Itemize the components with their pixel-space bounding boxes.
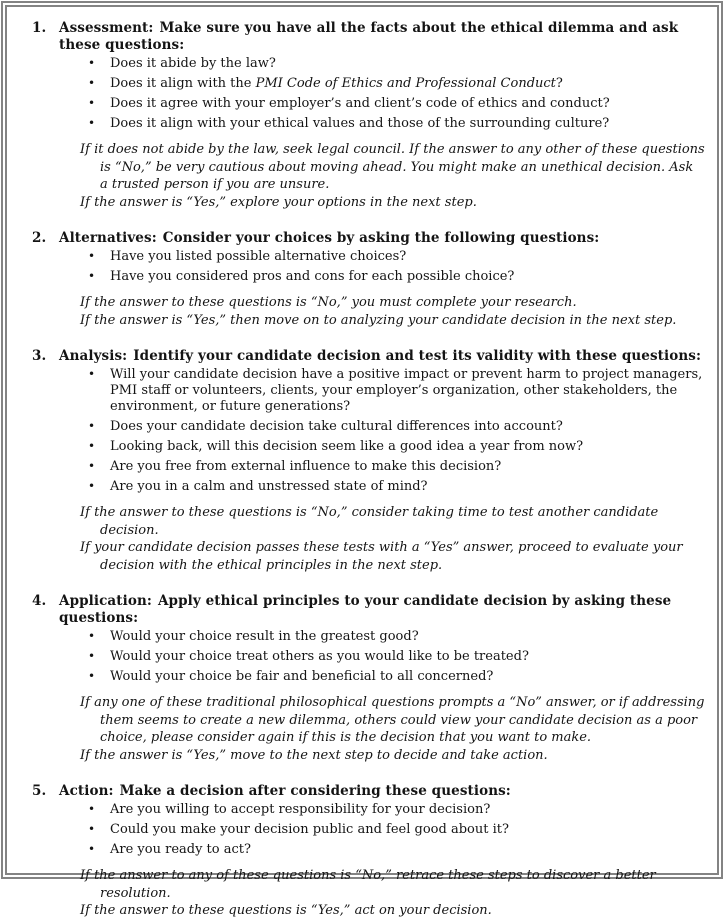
bullet-text: Are you willing to accept responsibility for your decision? <box>110 802 491 817</box>
note: If the answer is “Yes,” explore your options in the next step. <box>80 194 477 210</box>
bullet-item <box>88 76 705 92</box>
notes-block <box>80 504 705 574</box>
bullet-icon: • <box>88 116 96 130</box>
bullet-text: Have you listed possible alternative choices? <box>110 249 407 264</box>
note: If the answer to these questions is “Yes,” act on your decision. <box>80 903 492 918</box>
bullet-list <box>32 56 705 132</box>
document-content <box>7 7 717 920</box>
note: If the answer is “Yes,” move to the next step to decide and take action. <box>80 747 548 763</box>
bullet-icon: • <box>88 367 96 381</box>
section-title <box>59 783 705 800</box>
bullet-text: Could you make your decision public and feel good about it? <box>110 822 509 837</box>
section-label: Assessment: <box>59 20 154 36</box>
bullet-icon: • <box>88 459 96 473</box>
bullet-text: Does it align with your ethical values and those of the surrounding culture? <box>110 116 610 131</box>
bullet-icon: • <box>88 802 96 816</box>
section-title <box>59 593 705 627</box>
bullet-text: Are you ready to act? <box>110 842 251 857</box>
section-number: 2. <box>32 230 47 246</box>
bullet-icon: • <box>88 822 96 836</box>
bullet-text: Are you in a calm and unstressed state of mind? <box>110 479 428 494</box>
bullet-text: Looking back, will this decision seem like a good idea a year from now? <box>110 439 584 454</box>
note: If your candidate decision passes these tests with a “Yes” answer, proceed to evaluate your decision with the ethical principles in the next step. <box>80 540 683 573</box>
note: If the answer is “Yes,” then move on to analyzing your candidate decision in the next step. <box>80 312 677 328</box>
section-label: Application: <box>59 593 152 609</box>
bullet-icon: • <box>88 669 96 683</box>
section-heading <box>32 783 705 800</box>
section-title <box>59 348 705 365</box>
bullet-icon: • <box>88 479 96 493</box>
notes-block <box>80 867 705 920</box>
bullet-item <box>88 116 705 132</box>
bullet-text-post: ? <box>555 76 563 91</box>
bullet-text: Are you free from external influence to make this decision? <box>110 459 502 474</box>
bullet-item <box>88 96 705 112</box>
section-assessment <box>32 20 705 211</box>
bullet-item <box>88 842 705 858</box>
bullet-icon: • <box>88 56 96 70</box>
bullet-text-italic-title: PMI Code of Ethics and Professional Conduct <box>255 76 556 91</box>
section-heading <box>32 20 705 54</box>
section-number: 4. <box>32 593 47 609</box>
bullet-text: Does it abide by the law? <box>110 56 276 71</box>
bullet-icon: • <box>88 842 96 856</box>
bullet-icon: • <box>88 96 96 110</box>
bullet-icon: • <box>88 76 96 90</box>
section-application <box>32 593 705 764</box>
section-title-text: Apply ethical principles to your candidate decision by asking these questions: <box>59 593 672 626</box>
note: If the answer to these questions is “No,” consider taking time to test another candidate decision. <box>80 505 659 538</box>
bullet-item <box>88 56 705 72</box>
bullet-list <box>32 802 705 858</box>
section-title-text: Consider your choices by asking the following questions: <box>162 230 600 246</box>
bullet-item <box>88 269 705 285</box>
notes-block <box>80 694 705 764</box>
bullet-text: Does your candidate decision take cultural differences into account? <box>110 419 563 434</box>
bullet-text: Does it agree with your employer’s and client’s code of ethics and conduct? <box>110 96 610 111</box>
bullet-list <box>32 367 705 495</box>
note: If it does not abide by the law, seek legal council. If the answer to any other of these questions is “No,” be very cautious about moving ahead. You might make an unethical decision. Ask a trusted person if you are unsure. <box>80 142 705 192</box>
bullet-item <box>88 419 705 435</box>
bullet-item <box>88 439 705 455</box>
bullet-item <box>88 479 705 495</box>
note: If the answer to any of these questions is “No,” retrace these steps to discover a better resolution. <box>80 868 656 901</box>
section-number: 3. <box>32 348 47 364</box>
bullet-icon: • <box>88 629 96 643</box>
bullet-item <box>88 802 705 818</box>
notes-block <box>80 294 705 329</box>
section-title-text: Make sure you have all the facts about the ethical dilemma and ask these questions: <box>59 20 679 53</box>
section-label: Alternatives: <box>59 230 157 246</box>
section-label: Action: <box>59 783 114 799</box>
bullet-text-pre: Does it align with the <box>110 76 256 91</box>
section-alternatives <box>32 230 705 329</box>
bullet-text: Have you considered pros and cons for each possible choice? <box>110 269 515 284</box>
section-title <box>59 20 705 54</box>
note: If the answer to these questions is “No,” you must complete your research. <box>80 295 577 310</box>
section-title-text: Make a decision after considering these questions: <box>119 783 511 799</box>
bullet-icon: • <box>88 249 96 263</box>
bullet-item <box>88 249 705 265</box>
bullet-icon: • <box>88 269 96 283</box>
bullet-item <box>88 669 705 685</box>
section-heading <box>32 593 705 627</box>
bullet-list <box>32 629 705 685</box>
bullet-item <box>88 822 705 838</box>
section-title <box>59 230 705 247</box>
bullet-icon: • <box>88 649 96 663</box>
bullet-item <box>88 629 705 645</box>
bullet-icon: • <box>88 419 96 433</box>
section-analysis <box>32 348 705 574</box>
bullet-text: Would your choice treat others as you would like to be treated? <box>110 649 529 664</box>
section-number: 5. <box>32 783 47 799</box>
bullet-list <box>32 249 705 285</box>
bullet-text: Will your candidate decision have a positive impact or prevent harm to project managers, PMI staff or volunteers, clients, your employer’s organization, other stakeholders, the environment, or future generations? <box>110 367 703 414</box>
bullet-icon: • <box>88 439 96 453</box>
note: If any one of these traditional philosophical questions prompts a “No” answer, or if addressing them seems to create a new dilemma, others could view your candidate decision as a poor choice, please consider again if this is the decision that you want to make. <box>80 695 705 745</box>
section-heading <box>32 348 705 365</box>
bullet-item <box>88 649 705 665</box>
bullet-text: Would your choice be fair and beneficial to all concerned? <box>110 669 494 684</box>
section-action <box>32 783 705 920</box>
bullet-item <box>88 367 705 415</box>
page-border-frame <box>1 1 723 918</box>
section-heading <box>32 230 705 247</box>
bullet-item <box>88 459 705 475</box>
notes-block <box>80 141 705 211</box>
section-label: Analysis: <box>59 348 128 364</box>
section-number: 1. <box>32 20 47 36</box>
section-title-text: Identify your candidate decision and test its validity with these questions: <box>133 348 702 364</box>
bullet-text: Would your choice result in the greatest good? <box>110 629 419 644</box>
